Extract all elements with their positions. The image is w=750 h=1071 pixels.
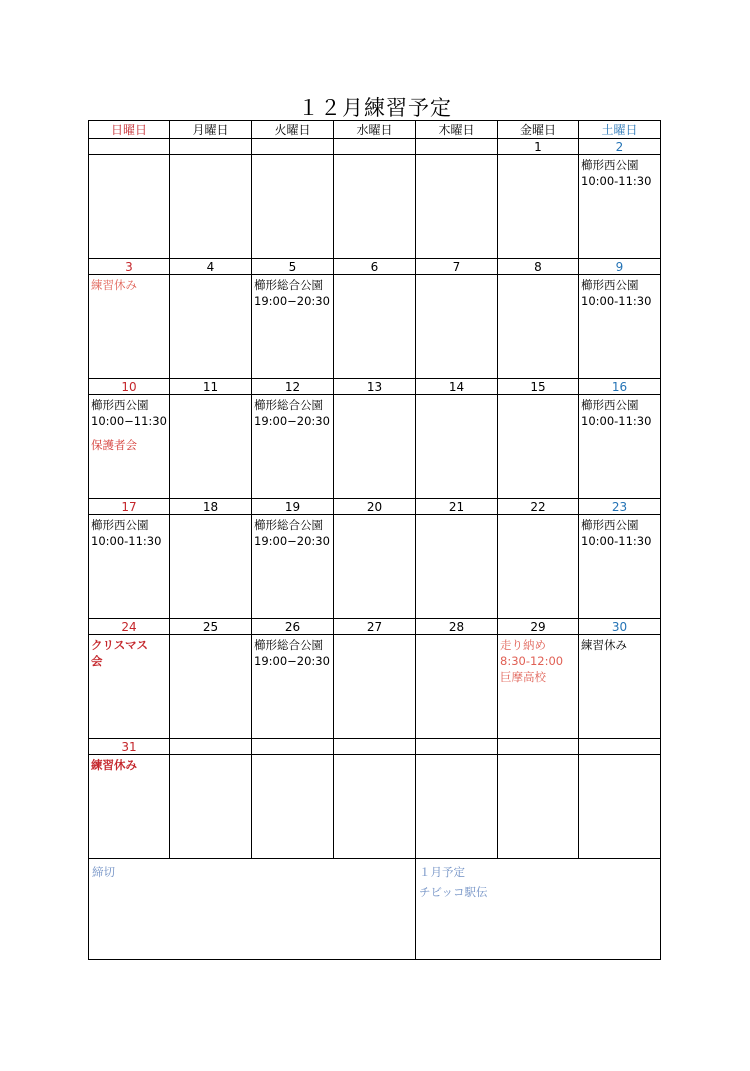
event-text: 保護者会 xyxy=(91,438,137,452)
date-number: 18 xyxy=(170,499,252,515)
date-number xyxy=(252,139,334,155)
day-cell xyxy=(170,515,252,619)
event-text: 櫛形総合公園 xyxy=(254,518,323,532)
date-number: 7 xyxy=(416,259,498,275)
event-text: 櫛形西公園 xyxy=(581,518,639,532)
spacer xyxy=(91,429,167,437)
event-text: 10:00−11:30 xyxy=(91,414,167,428)
event-text: 19:00−20:30 xyxy=(254,654,330,668)
day-cell xyxy=(89,755,170,859)
date-number: 24 xyxy=(89,619,170,635)
event-text: 10:00-11:30 xyxy=(581,414,652,428)
day-cell xyxy=(579,755,661,859)
day-cell xyxy=(170,755,252,859)
day-cell xyxy=(416,395,498,499)
event-text: 櫛形西公園 xyxy=(581,398,639,412)
day-cell xyxy=(416,275,498,379)
date-number: 28 xyxy=(416,619,498,635)
day-cell xyxy=(89,155,170,259)
date-number: 20 xyxy=(334,499,416,515)
day-cell xyxy=(89,515,170,619)
day-cell xyxy=(170,635,252,739)
day-cell xyxy=(252,635,334,739)
date-number: 21 xyxy=(416,499,498,515)
notes-deadline-cell xyxy=(89,859,416,960)
event-text: 10:00-11:30 xyxy=(91,534,162,548)
week-body-row xyxy=(89,515,661,619)
day-cell xyxy=(416,515,498,619)
date-number: 11 xyxy=(170,379,252,395)
date-number: 17 xyxy=(89,499,170,515)
day-cell xyxy=(416,755,498,859)
notes-row xyxy=(89,859,661,960)
date-number: 1 xyxy=(498,139,579,155)
weekday-saturday: 土曜日 xyxy=(579,121,661,139)
day-cell xyxy=(170,275,252,379)
event-text: 練習休み xyxy=(91,758,137,772)
date-number: 23 xyxy=(579,499,661,515)
day-cell xyxy=(498,635,579,739)
event-text: 櫛形西公園 xyxy=(581,278,639,292)
day-cell xyxy=(498,275,579,379)
date-row xyxy=(89,619,661,635)
event-text: 櫛形西公園 xyxy=(91,518,149,532)
week-body-row xyxy=(89,155,661,259)
date-row xyxy=(89,739,661,755)
week-body-row xyxy=(89,635,661,739)
next-month-note: チビッコ駅伝 xyxy=(419,885,488,899)
day-cell xyxy=(579,635,661,739)
date-number: 15 xyxy=(498,379,579,395)
date-number: 26 xyxy=(252,619,334,635)
date-number: 3 xyxy=(89,259,170,275)
weekday-monday: 月曜日 xyxy=(170,121,252,139)
event-text: 10:00-11:30 xyxy=(581,174,652,188)
event-text: 練習休み xyxy=(581,638,627,652)
date-number: 19 xyxy=(252,499,334,515)
date-number xyxy=(170,739,252,755)
date-number xyxy=(416,739,498,755)
event-text: 19:00−20:30 xyxy=(254,414,330,428)
date-number: 29 xyxy=(498,619,579,635)
day-cell xyxy=(89,395,170,499)
day-cell xyxy=(170,395,252,499)
day-cell xyxy=(416,635,498,739)
date-number xyxy=(416,139,498,155)
weekday-friday: 金曜日 xyxy=(498,121,579,139)
date-number: 5 xyxy=(252,259,334,275)
date-number: 4 xyxy=(170,259,252,275)
event-text: 会 xyxy=(91,654,103,668)
week-body-row xyxy=(89,395,661,499)
day-cell xyxy=(498,155,579,259)
day-cell xyxy=(334,635,416,739)
event-text: 櫛形総合公園 xyxy=(254,638,323,652)
event-text: 8:30-12:00 xyxy=(500,654,564,668)
event-text: 19:00−20:30 xyxy=(254,294,330,308)
day-cell xyxy=(416,155,498,259)
date-number: 12 xyxy=(252,379,334,395)
event-text: 櫛形西公園 xyxy=(91,398,149,412)
date-number xyxy=(579,739,661,755)
date-number: 16 xyxy=(579,379,661,395)
day-cell xyxy=(579,395,661,499)
date-number: 27 xyxy=(334,619,416,635)
weekday-sunday: 日曜日 xyxy=(89,121,170,139)
weekday-tuesday: 火曜日 xyxy=(252,121,334,139)
date-number: 10 xyxy=(89,379,170,395)
date-number: 9 xyxy=(579,259,661,275)
day-cell xyxy=(498,515,579,619)
day-cell xyxy=(252,275,334,379)
event-text: 練習休み xyxy=(91,278,137,292)
weekday-thursday: 木曜日 xyxy=(416,121,498,139)
date-number xyxy=(170,139,252,155)
event-text: 櫛形総合公園 xyxy=(254,398,323,412)
date-number: 22 xyxy=(498,499,579,515)
event-text: 19:00−20:30 xyxy=(254,534,330,548)
date-number: 13 xyxy=(334,379,416,395)
date-number xyxy=(334,139,416,155)
date-number: 2 xyxy=(579,139,661,155)
day-cell xyxy=(252,755,334,859)
event-text: クリスマス xyxy=(91,638,149,652)
day-cell xyxy=(334,395,416,499)
date-number: 31 xyxy=(89,739,170,755)
day-cell xyxy=(579,155,661,259)
day-cell xyxy=(252,515,334,619)
date-number: 25 xyxy=(170,619,252,635)
weekday-header-row xyxy=(89,121,661,139)
date-number xyxy=(89,139,170,155)
date-row xyxy=(89,259,661,275)
next-month-note: １月予定 xyxy=(419,865,465,879)
day-cell xyxy=(334,155,416,259)
event-text: 走り納め xyxy=(500,638,546,652)
date-number xyxy=(252,739,334,755)
date-row xyxy=(89,379,661,395)
event-text: 10:00-11:30 xyxy=(581,294,652,308)
date-row xyxy=(89,499,661,515)
notes-next-month-cell xyxy=(416,859,661,960)
date-number: 14 xyxy=(416,379,498,395)
date-number xyxy=(498,739,579,755)
event-text: 櫛形総合公園 xyxy=(254,278,323,292)
event-text: 10:00-11:30 xyxy=(581,534,652,548)
date-number: 30 xyxy=(579,619,661,635)
date-number xyxy=(334,739,416,755)
day-cell xyxy=(334,275,416,379)
date-row xyxy=(89,139,661,155)
weekday-wednesday: 水曜日 xyxy=(334,121,416,139)
date-number: 6 xyxy=(334,259,416,275)
event-text: 櫛形西公園 xyxy=(581,158,639,172)
day-cell xyxy=(498,395,579,499)
event-text: 巨摩高校 xyxy=(500,670,546,684)
page-title: １２月練習予定 xyxy=(298,96,452,120)
day-cell xyxy=(334,755,416,859)
week-body-row xyxy=(89,275,661,379)
day-cell xyxy=(252,395,334,499)
day-cell xyxy=(579,275,661,379)
day-cell xyxy=(89,275,170,379)
calendar-table xyxy=(88,120,661,960)
day-cell xyxy=(252,155,334,259)
deadline-note: 締切 xyxy=(92,865,115,879)
day-cell xyxy=(89,635,170,739)
day-cell xyxy=(579,515,661,619)
day-cell xyxy=(334,515,416,619)
week-body-row xyxy=(89,755,661,859)
day-cell xyxy=(170,155,252,259)
day-cell xyxy=(498,755,579,859)
date-number: 8 xyxy=(498,259,579,275)
